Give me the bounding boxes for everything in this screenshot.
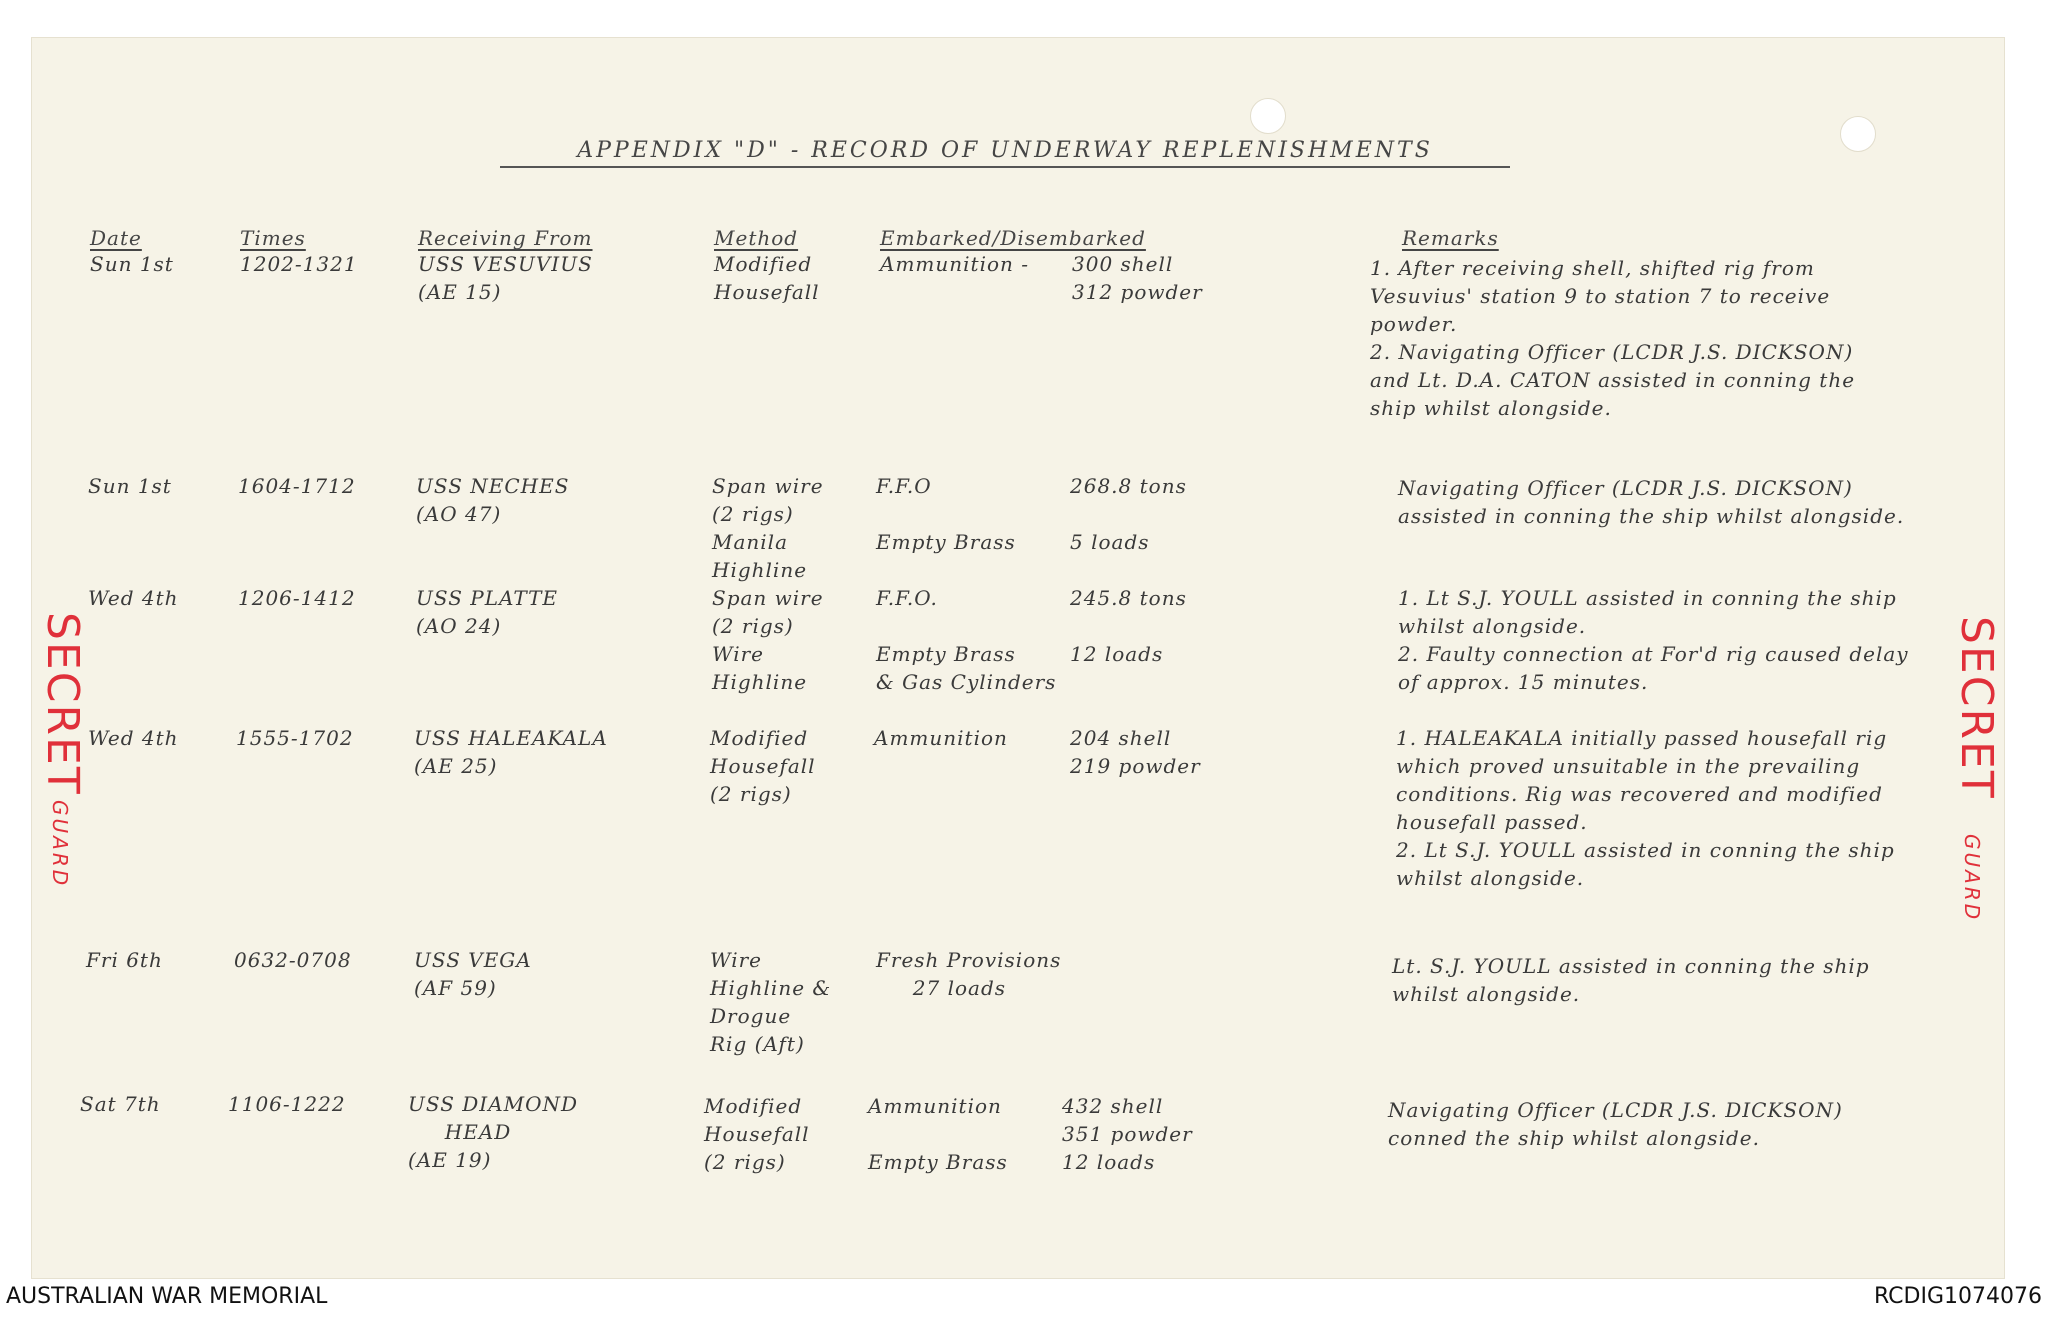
row-times: 1604-1712 [238,474,356,498]
row-times: 1555-1702 [236,726,354,750]
handwritten-note-right: GUARD [1960,834,1984,923]
row-quantity: 245.8 tons 12 loads [1070,586,1187,666]
header-embarked: Embarked/Disembarked [880,226,1146,250]
row-date: Sun 1st [90,252,174,276]
row-date: Wed 4th [88,586,179,610]
punch-hole [1250,98,1286,134]
row-times: 0632-0708 [234,948,352,972]
row-method: Modified Housefall [714,252,820,304]
row-method: Modified Housefall (2 rigs) [710,726,816,806]
header-receiving-from: Receiving From [418,226,593,250]
row-remarks: Navigating Officer (LCDR J.S. DICKSON) assisted in conning the ship whilst alongside. [1398,476,1905,528]
row-remarks: 1. Lt S.J. YOULL assisted in conning the ship whilst alongside. 2. Faulty connection at For'd rig caused delay of approx. 15 minutes. [1398,586,1909,694]
row-item: Ammunition [874,726,1008,750]
row-receiving-from: USS VEGA (AF 59) [414,948,532,1000]
row-item: F.F.O Empty Brass [876,474,1016,554]
row-item: Fresh Provisions 27 loads [876,948,1062,1000]
row-times: 1206-1412 [238,586,356,610]
row-date: Fri 6th [86,948,163,972]
row-method: Span wire (2 rigs) Manila Highline [712,474,824,582]
secret-stamp-left: SECRET [37,612,88,796]
secret-stamp-right: SECRET [1951,616,2002,800]
row-remarks: 1. HALEAKALA initially passed housefall rig which proved unsuitable in the prevailing conditions. Rig was recovered and modified housefall passed. 2. Lt S.J. YOULL assisted in conning the ship whilst alongside. [1396,726,1895,890]
row-item: F.F.O. Empty Brass & Gas Cylinders [876,586,1057,694]
row-remarks: Lt. S.J. YOULL assisted in conning the ship whilst alongside. [1392,954,1870,1006]
row-item: Ammunition Empty Brass [868,1094,1008,1174]
row-remarks: Navigating Officer (LCDR J.S. DICKSON) conned the ship whilst alongside. [1388,1098,1843,1150]
row-times: 1106-1222 [228,1092,346,1116]
row-method: Span wire (2 rigs) Wire Highline [712,586,824,694]
row-receiving-from: USS VESUVIUS (AE 15) [418,252,593,304]
handwritten-note-left: GUARD [48,800,72,889]
row-quantity: 204 shell 219 powder [1070,726,1201,778]
row-times: 1202-1321 [240,252,358,276]
footer-record-id: RCDIG1074076 [1873,1284,2042,1309]
row-quantity: 268.8 tons 5 loads [1070,474,1187,554]
row-method: Modified Housefall (2 rigs) [704,1094,810,1174]
row-receiving-from: USS HALEAKALA (AE 25) [414,726,608,778]
page-title: APPENDIX "D" - RECORD OF UNDERWAY REPLENISHMENTS [500,138,1510,168]
row-date: Sat 7th [80,1092,161,1116]
header-method: Method [714,226,799,250]
row-item: Ammunition - [880,252,1030,276]
header-date: Date [90,226,142,250]
row-receiving-from: USS NECHES (AO 47) [416,474,570,526]
punch-hole [1840,116,1876,152]
row-receiving-from: USS PLATTE (AO 24) [416,586,559,638]
row-quantity: 432 shell 351 powder 12 loads [1062,1094,1193,1174]
row-date: Wed 4th [88,726,179,750]
header-remarks: Remarks [1402,226,1499,250]
header-times: Times [240,226,306,250]
row-receiving-from: USS DIAMOND HEAD (AE 19) [408,1092,579,1172]
footer-source: AUSTRALIAN WAR MEMORIAL [6,1284,328,1309]
row-quantity: 300 shell 312 powder [1072,252,1203,304]
row-method: Wire Highline & Drogue Rig (Aft) [710,948,832,1056]
row-date: Sun 1st [88,474,172,498]
row-remarks: 1. After receiving shell, shifted rig from Vesuvius' station 9 to station 7 to receive powder. 2. Navigating Officer (LCDR J.S. DICKSON) and Lt. D.A. CATON assisted in conning the ship whilst alongside. [1370,256,1856,420]
